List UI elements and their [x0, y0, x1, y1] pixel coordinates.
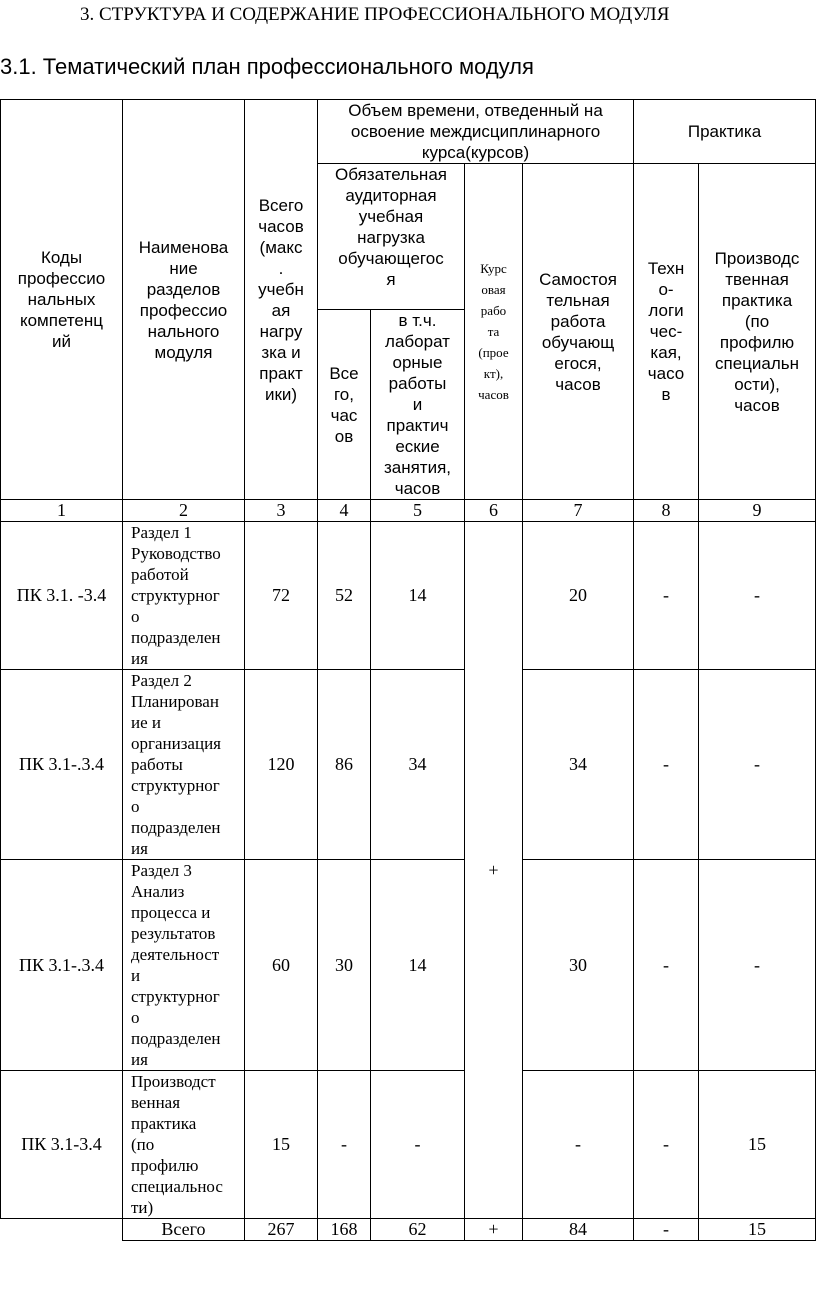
competency-code: ПК 3.1-.3.4 — [1, 860, 123, 1071]
production-practice-hours: - — [699, 522, 816, 670]
column-number: 3 — [245, 500, 318, 522]
table-row — [1, 670, 816, 860]
table-row — [1, 1071, 816, 1219]
subsection-heading: 3.1. Тематический план профессионального модуля — [0, 54, 534, 79]
production-practice-hours: 15 — [699, 1071, 816, 1219]
column-number: 7 — [523, 500, 634, 522]
header-lab-hours: в т.ч. лаборат орные работы и практич еские занятия, часов — [371, 310, 465, 500]
totals-label: Всего — [123, 1219, 245, 1241]
production-practice-hours: - — [699, 670, 816, 860]
self-work-hours: 20 — [523, 522, 634, 670]
lab-hours: - — [371, 1071, 465, 1219]
self-work-hours: 34 — [523, 670, 634, 860]
header-total-hours: Всего часов (макс . учебн ая нагру зка и практ ики) — [245, 100, 318, 500]
total-hours: 15 — [245, 1071, 318, 1219]
totals-tech-practice: - — [634, 1219, 699, 1241]
column-number: 1 — [1, 500, 123, 522]
table-row — [1, 522, 816, 670]
all-hours: - — [318, 1071, 371, 1219]
self-work-hours: 30 — [523, 860, 634, 1071]
header-course-work: Курс овая рабо та (прое кт), часов — [465, 164, 523, 500]
header-practice: Практика — [634, 100, 816, 164]
section-name: Раздел 2 Планирован ие и организация работы структурног о подразделен ия — [123, 670, 245, 860]
all-hours: 30 — [318, 860, 371, 1071]
empty-cell — [1, 1219, 123, 1241]
lab-hours: 14 — [371, 522, 465, 670]
totals-total-hours: 267 — [245, 1219, 318, 1241]
all-hours: 86 — [318, 670, 371, 860]
section-heading: 3. СТРУКТУРА И СОДЕРЖАНИЕ ПРОФЕССИОНАЛЬНОГО МОДУЛЯ — [80, 4, 670, 25]
total-hours: 120 — [245, 670, 318, 860]
production-practice-hours: - — [699, 860, 816, 1071]
thematic-plan-table — [0, 99, 816, 1241]
tech-practice-hours: - — [634, 860, 699, 1071]
column-number: 8 — [634, 500, 699, 522]
header-production-practice: Производс твенная практика (по профилю специальн ости), часов — [699, 164, 816, 500]
column-number: 4 — [318, 500, 371, 522]
column-number: 5 — [371, 500, 465, 522]
totals-lab-hours: 62 — [371, 1219, 465, 1241]
column-number: 2 — [123, 500, 245, 522]
totals-production-practice: 15 — [699, 1219, 816, 1241]
header-tech-practice: Техн о- логи чес- кая, часо в — [634, 164, 699, 500]
tech-practice-hours: - — [634, 522, 699, 670]
lab-hours: 34 — [371, 670, 465, 860]
tech-practice-hours: - — [634, 1071, 699, 1219]
competency-code: ПК 3.1-3.4 — [1, 1071, 123, 1219]
total-hours: 72 — [245, 522, 318, 670]
competency-code: ПК 3.1-.3.4 — [1, 670, 123, 860]
competency-code: ПК 3.1. -3.4 — [1, 522, 123, 670]
self-work-hours: - — [523, 1071, 634, 1219]
header-time-volume: Объем времени, отведенный на освоение междисциплинарного курса(курсов) — [318, 100, 634, 164]
tech-practice-hours: - — [634, 670, 699, 860]
totals-self-work: 84 — [523, 1219, 634, 1241]
totals-course-work: + — [465, 1219, 523, 1241]
section-name: Раздел 3 Анализ процесса и результатов деятельност и структурног о подразделен ия — [123, 860, 245, 1071]
totals-all-hours: 168 — [318, 1219, 371, 1241]
header-mandatory-load: Обязательная аудиторная учебная нагрузка обучающегос я — [318, 164, 465, 310]
header-codes: Коды профессио нальных компетенц ий — [1, 100, 123, 500]
all-hours: 52 — [318, 522, 371, 670]
column-number: 9 — [699, 500, 816, 522]
total-hours: 60 — [245, 860, 318, 1071]
lab-hours: 14 — [371, 860, 465, 1071]
course-work-merged: + — [465, 522, 523, 1219]
table-row — [1, 860, 816, 1071]
section-name: Раздел 1 Руководство работой структурног о подразделен ия — [123, 522, 245, 670]
totals-row — [1, 1219, 816, 1241]
header-self-work: Самостоя тельная работа обучающ егося, часов — [523, 164, 634, 500]
header-section-names: Наименова ние разделов профессио нального модуля — [123, 100, 245, 500]
column-number: 6 — [465, 500, 523, 522]
header-all-hours: Все го, час ов — [318, 310, 371, 500]
section-name: Производст венная практика (по профилю специальнос ти) — [123, 1071, 245, 1219]
